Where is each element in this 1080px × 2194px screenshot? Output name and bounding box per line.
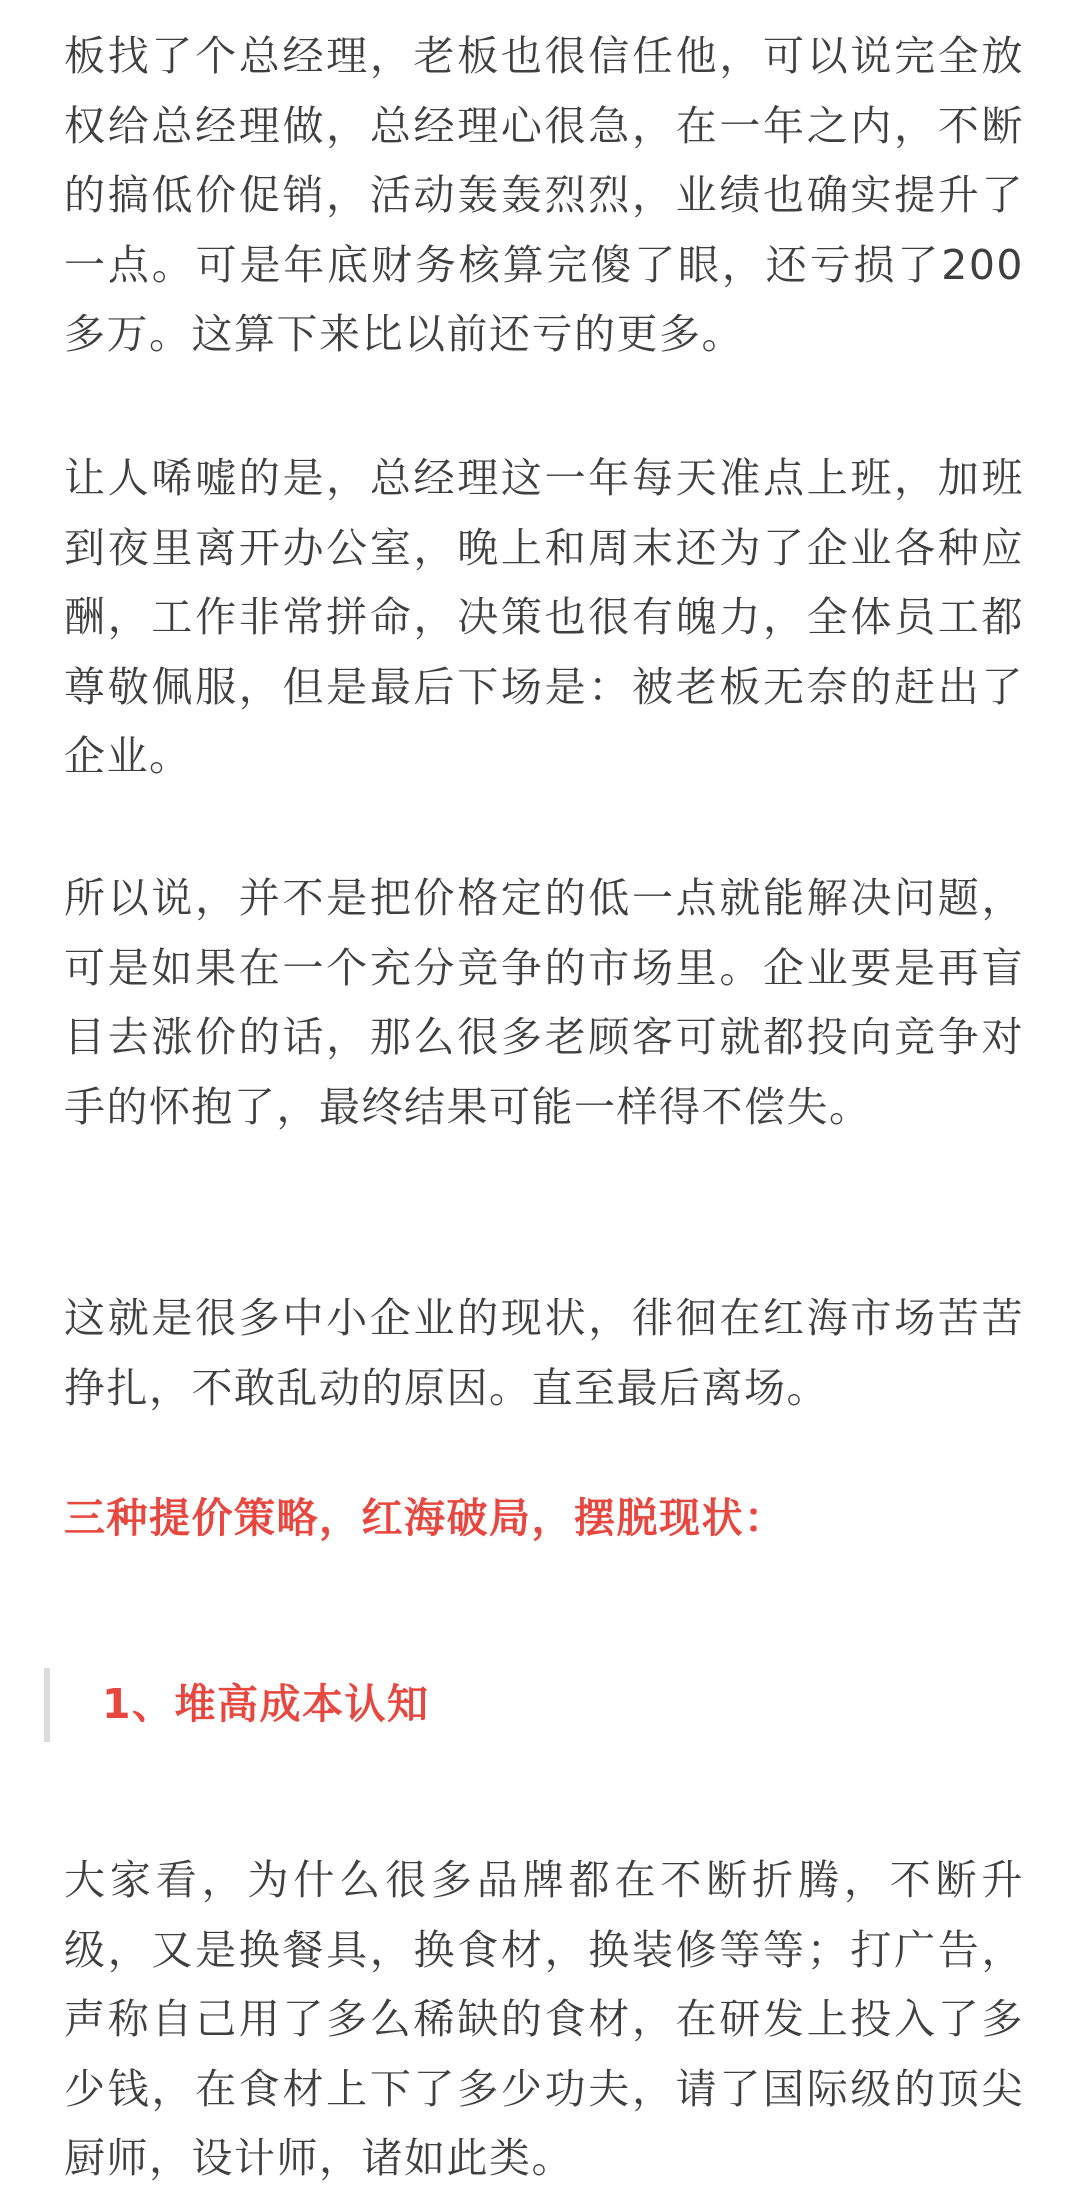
highlight-heading: 三种提价策略，红海破局，摆脱现状：	[64, 1494, 787, 1542]
paragraph-sme-status: 这就是很多中小企业的现状，徘徊在红海市场苦苦挣扎，不敢乱动的原因。直至最后离场。	[64, 1294, 1024, 1412]
paragraph-general-manager-story: 板找了个总经理，老板也很信任他，可以说完全放权给总经理做，总经理心很急，在一年之内，不断的搞低价促销，活动轰轰烈烈，业绩也确实提升了一点。可是年底财务核算完傻了眼，还亏损了200多万。这算下来比以前还亏的更多。	[64, 32, 1024, 358]
paragraph-cost-perception: 大家看，为什么很多品牌都在不断折腾，不断升级，又是换餐具，换食材，换装修等等；打广告，声称自己用了多么稀缺的食材，在研发上投入了多少钱，在食材上下了多少功夫，请了国际级的顶尖厨师，设计师，诸如此类。	[64, 1856, 1024, 2182]
quote-bar	[44, 1668, 50, 1742]
section-title: 1、堆高成本认知	[102, 1680, 430, 1728]
paragraph-manager-fate: 让人唏嘘的是，总经理这一年每天准点上班，加班到夜里离开办公室，晚上和周末还为了企业各种应酬，工作非常拼命，决策也很有魄力，全体员工都尊敬佩服，但是最后下场是：被老板无奈的赶出了企业。	[64, 454, 1024, 780]
paragraph-price-dilemma: 所以说，并不是把价格定的低一点就能解决问题，可是如果在一个充分竞争的市场里。企业要是再盲目去涨价的话，那么很多老顾客可就都投向竞争对手的怀抱了，最终结果可能一样得不偿失。	[64, 874, 1024, 1131]
section-heading-block	[44, 1668, 1024, 1742]
